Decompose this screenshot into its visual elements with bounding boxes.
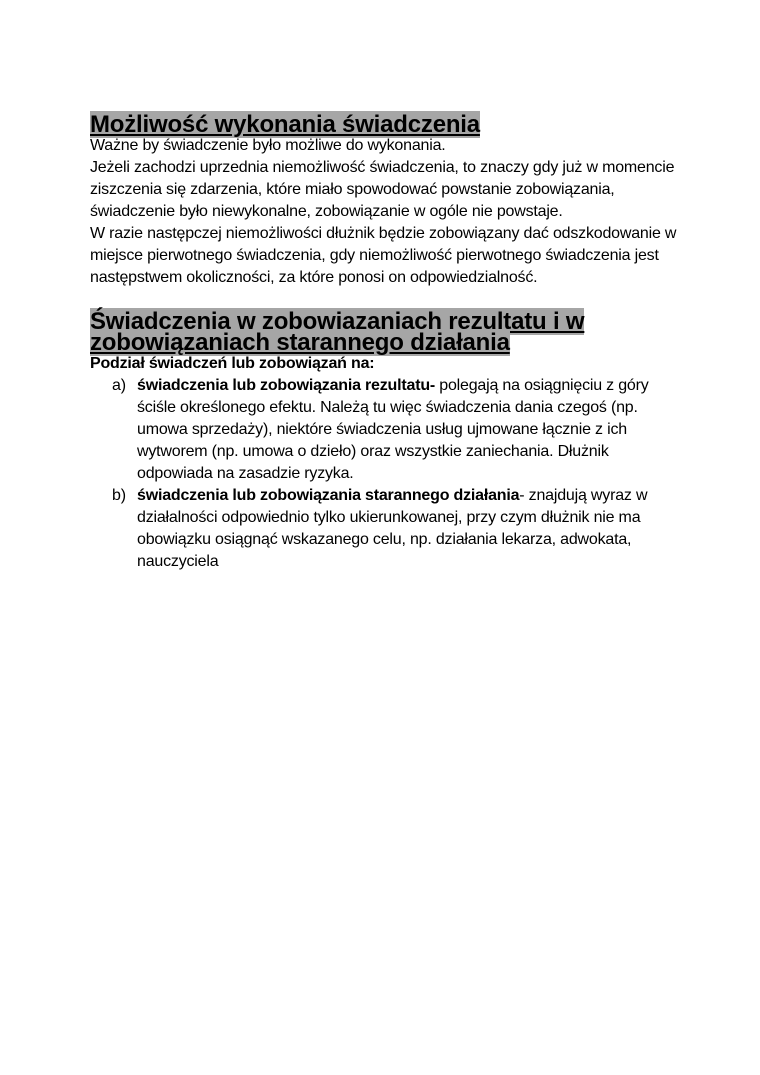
obligations-list: [90, 375, 680, 573]
section-heading-obligations: [90, 308, 680, 356]
list-item: [90, 485, 680, 573]
list-item-text: polegają na osiągnięciu z góry ściśle określonego efektu. Należą tu więc świadczenia dania czegoś (np. umowa sprzedaży), niektóre świadczenia usług ujmowane łącznie z ich wytworem (np. umowa o dzieło) oraz wszystkie zaniechania. Dłużnik odpowiada na zasadzie ryzyka.: [137, 377, 649, 482]
section-heading-text: Możliwość wykonania świadczenia: [90, 111, 480, 138]
list-marker: a): [112, 377, 126, 394]
section-heading-possibility: [90, 111, 680, 138]
list-item-text: - znajdują wyraz w działalności odpowiednio tylko ukierunkowanej, przy czym dłużnik nie ma obowiązku osiągnąć wskazanego celu, np. działania lekarza, adwokata, nauczyciela: [137, 487, 648, 570]
list-item-term: świadczenia lub zobowiązania starannego działania: [137, 487, 520, 504]
list-item: [90, 375, 680, 485]
paragraph: Jeżeli zachodzi uprzednia niemożliwość świadczenia, to znaczy gdy już w momencie ziszczenia się zdarzenia, które miało spowodować powstanie zobowiązania, świadczenie było niewykonalne, zobowiązanie w ogóle nie powstaje.: [90, 159, 675, 220]
paragraph: Ważne by świadczenie było możliwe do wykonania.: [90, 137, 446, 154]
list-marker: b): [112, 487, 126, 504]
paragraph: W razie następczej niemożliwości dłużnik będzie zobowiązany dać odszkodowanie w miejsce pierwotnego świadczenia, gdy niemożliwość pierwotnego świadczenia jest następstwem okoliczności, za które ponosi on odpowiedzialność.: [90, 225, 677, 286]
list-intro: Podział świadczeń lub zobowiązań na:: [90, 355, 375, 372]
section-heading-text: Świadczenia w zobowiązaniach rezultatu i w zobowiązaniach starannego działania: [90, 308, 585, 356]
document-page: [90, 111, 680, 573]
list-item-term: świadczenia lub zobowiązania rezultatu-: [137, 377, 436, 394]
